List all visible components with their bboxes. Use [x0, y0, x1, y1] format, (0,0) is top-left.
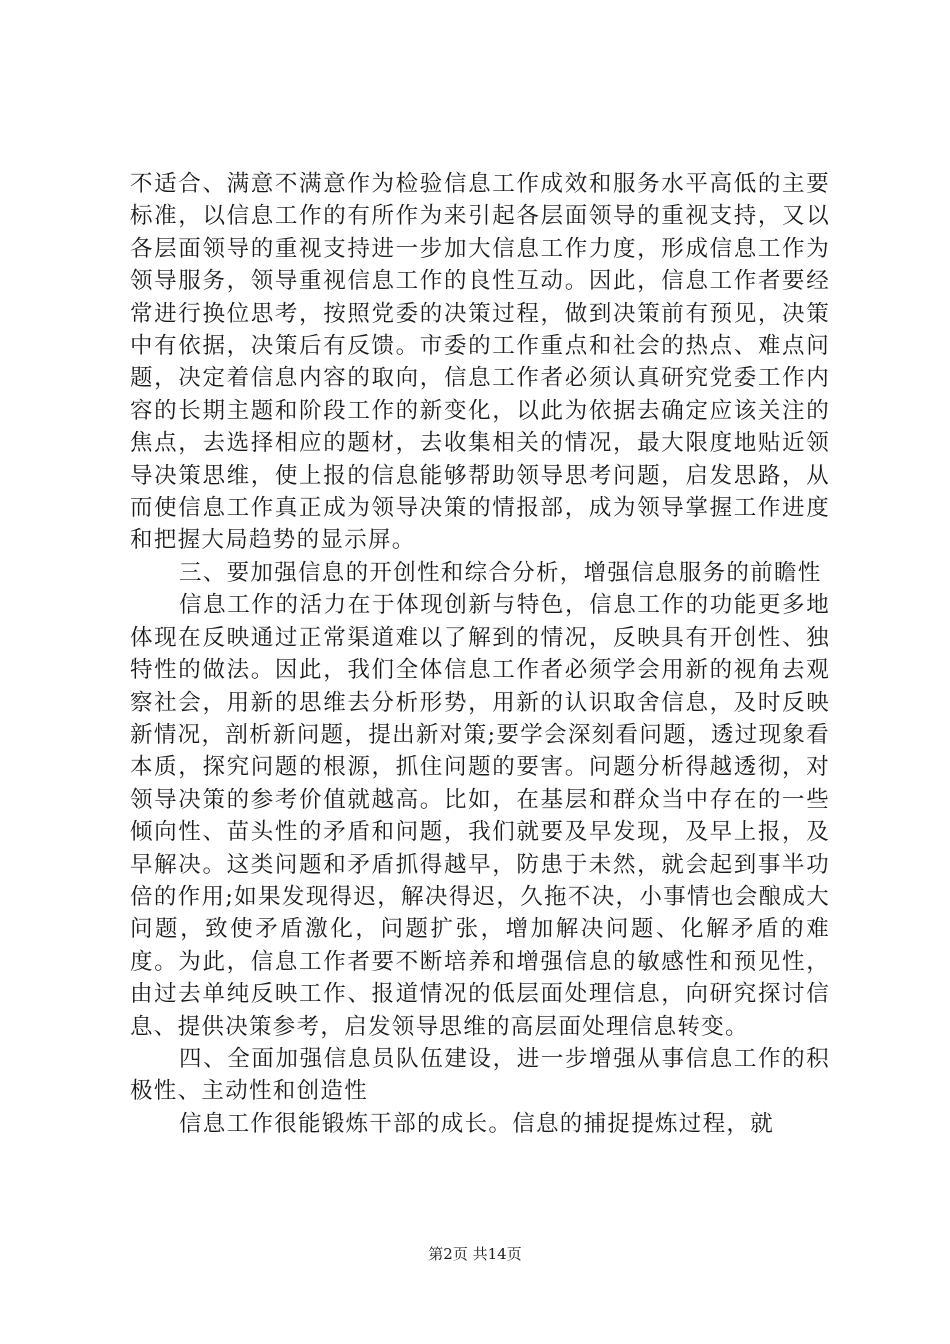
document-body — [130, 168, 830, 1140]
paragraph-section-three: 信息工作的活力在于体现创新与特色，信息工作的功能更多地体现在反映通过正常渠道难以了解到的情况，反映具有开创性、独特性的做法。因此，我们全体信息工作者必须学会用新的视角去观察社会，用新的思维去分析形势，用新的认识取舍信息，及时反映新情况，剖析新问题，提出新对策;要学会深刻看问题，透过现象看本质，探究问题的根源，抓住问题的要害。问题分析得越透彻，对领导决策的参考价值就越高。比如，在基层和群众当中存在的一些倾向性、苗头性的矛盾和问题，我们就要及早发现，及早上报，及早解决。这类问题和矛盾抓得越早，防患于未然，就会起到事半功倍的作用;如果发现得迟，解决得迟，久拖不决，小事情也会酿成大问题，致使矛盾激化，问题扩张，增加解决问题、化解矛盾的难度。为此，信息工作者要不断培养和增强信息的敏感性和预见性，由过去单纯反映工作、报道情况的低层面处理信息，向研究探讨信息、提供决策参考，启发领导思维的高层面处理信息转变。 — [130, 592, 830, 1040]
section-heading-three: 三、要加强信息的开创性和综合分析，增强信息服务的前瞻性 — [179, 559, 822, 586]
page-number-footer: 第2页 共14页 — [428, 1245, 522, 1263]
section-heading-four: 四、全面加强信息员队伍建设，进一步增强从事信息工作的积极性、主动性和创造性 — [130, 1045, 830, 1105]
paragraph-continuation: 不适合、满意不满意作为检验信息工作成效和服务水平高低的主要标准，以信息工作的有所作为来引起各层面领导的重视支持，又以各层面领导的重视支持进一步加大信息工作力度，形成信息工作为领导服务，领导重视信息工作的良性互动。因此，信息工作者要经常进行换位思考，按照党委的决策过程，做到决策前有预见，决策中有依据，决策后有反馈。市委的工作重点和社会的热点、难点问题，决定着信息内容的取向，信息工作者必须认真研究党委工作内容的长期主题和阶段工作的新变化，以此为依据去确定应该关注的焦点，去选择相应的题材，去收集相关的情况，最大限度地贴近领导决策思维，使上报的信息能够帮助领导思考问题，启发思路，从而使信息工作真正成为领导决策的情报部，成为领导掌握工作进度和把握大局趋势的显示屏。 — [130, 171, 830, 554]
paragraph-section-four: 信息工作很能锻炼干部的成长。信息的捕捉提炼过程，就 — [179, 1110, 775, 1137]
